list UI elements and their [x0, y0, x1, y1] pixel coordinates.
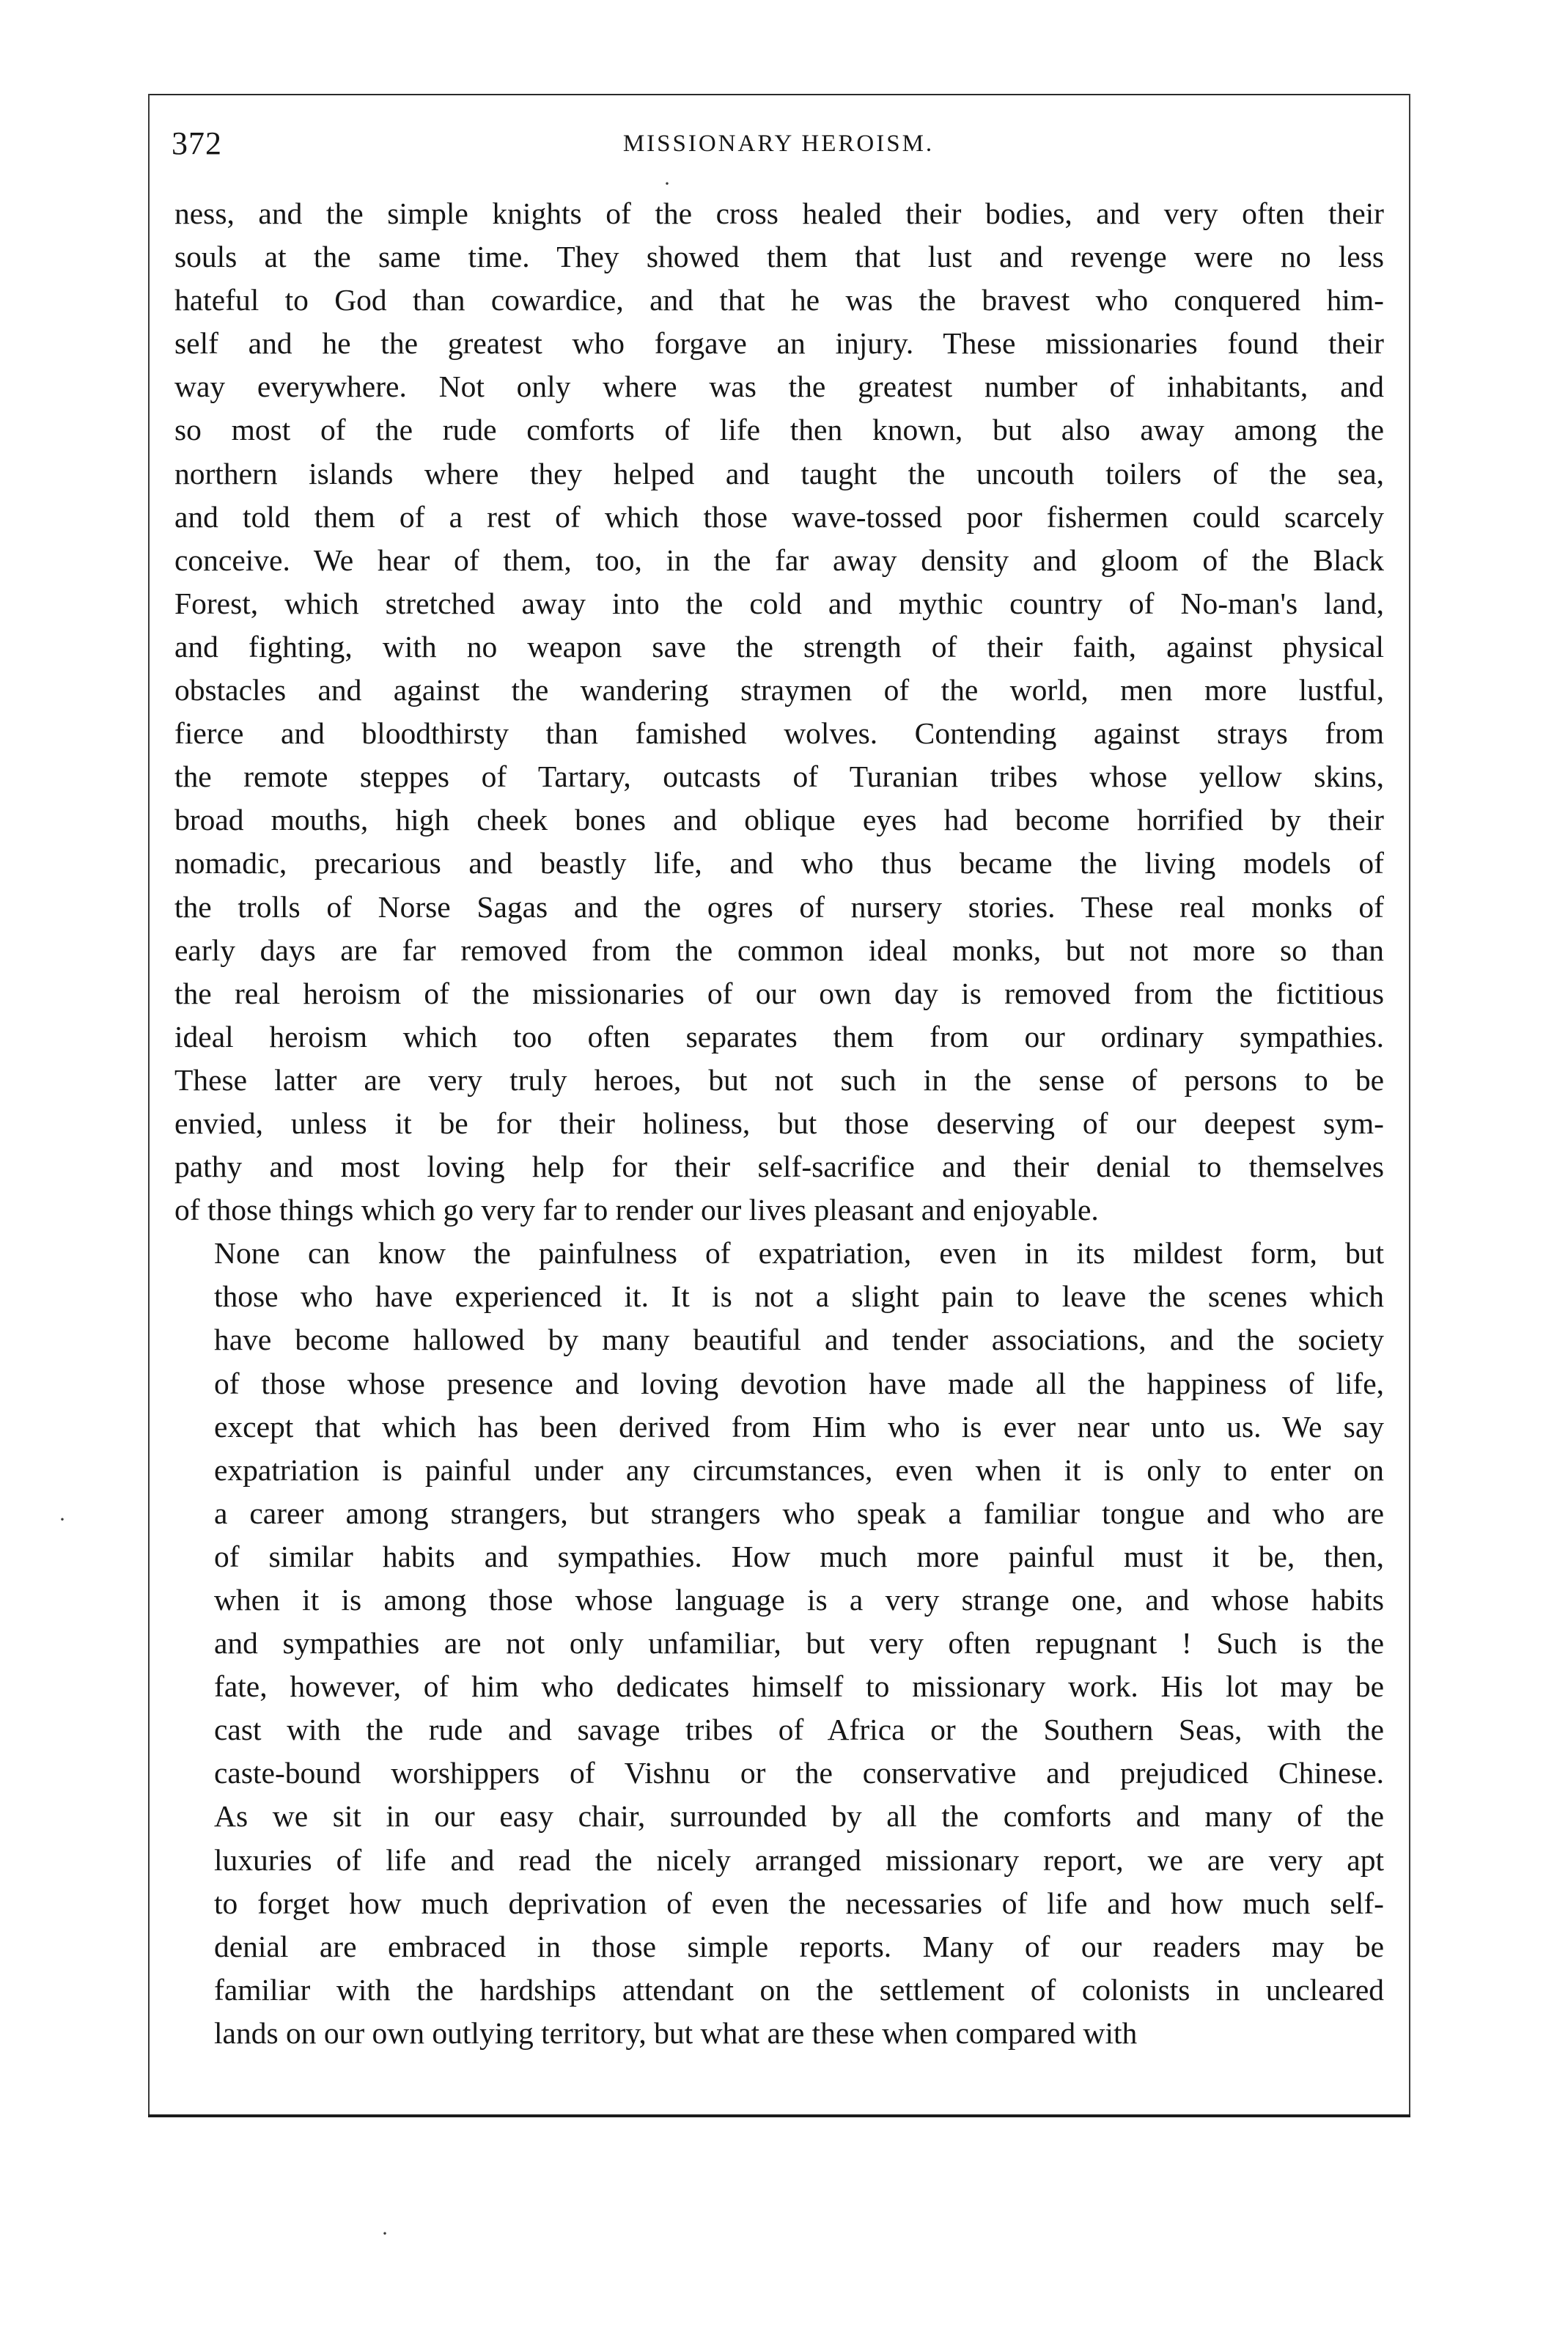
text-line: lands on our own outlying territory, but what are these when compared with [214, 2015, 1138, 2050]
text-line: and sympathies are not only unfamiliar, but very often repugnant ! Such is the [214, 1626, 1384, 1661]
text-line: Forest, which stretched away into the cold and mythic country of No-man's land, [174, 586, 1384, 620]
text-line: caste-bound worshippers of Vishnu or the conservative and prejudiced Chinese. [214, 1756, 1384, 1790]
text-line: luxuries of life and read the nicely arranged missionary report, we are very apt [214, 1842, 1384, 1877]
page-border-bottom [148, 2114, 1410, 2117]
text-line: conceive. We hear of them, too, in the far away density and gloom of the Black [174, 543, 1384, 577]
text-line: ness, and the simple knights of the cross healed their bodies, and very often their [174, 196, 1384, 230]
text-line: obstacles and against the wandering straymen of the world, men more lustful, [174, 673, 1384, 707]
text-line: self and he the greatest who forgave an injury. These missionaries found their [174, 326, 1384, 361]
print-speck: · [663, 172, 671, 196]
paragraph-2 [174, 1232, 1384, 2055]
text-line: way everywhere. Not only where was the greatest number of inhabitants, and [174, 370, 1384, 404]
page-border-top [148, 94, 1410, 95]
text-line: the real heroism of the missionaries of our own day is removed from the fictitious [174, 976, 1384, 1010]
text-line: envied, unless it be for their holiness, but those deserving of our deepest sym- [174, 1106, 1384, 1140]
text-line: cast with the rude and savage tribes of Africa or the Southern Seas, with the [214, 1713, 1384, 1747]
print-speck: · [381, 2221, 389, 2246]
running-head [172, 125, 1385, 169]
text-line: hateful to God than cowardice, and that he was the bravest who conquered him- [174, 283, 1384, 317]
paragraph-1 [174, 192, 1384, 1232]
text-line: the trolls of Norse Sagas and the ogres of nursery stories. These real monks of [174, 889, 1384, 924]
text-line: fierce and bloodthirsty than famished wolves. Contending against strays from [174, 716, 1384, 751]
text-line: pathy and most loving help for their self-sacrifice and their denial to themselves [174, 1150, 1384, 1184]
text-line: and fighting, with no weapon save the strength of their faith, against physical [174, 629, 1384, 663]
text-line: of those whose presence and loving devotion have made all the happiness of life, [214, 1366, 1384, 1400]
text-line: nomadic, precarious and beastly life, and who thus became the living models of [174, 846, 1384, 881]
text-line: ideal heroism which too often separates them from our ordinary sympathies. [174, 1019, 1384, 1054]
print-speck: · [59, 1507, 66, 1532]
text-line: those who have experienced it. It is not a slight pain to leave the scenes which [214, 1279, 1384, 1314]
text-line: and told them of a rest of which those wave-tossed poor fishermen could scarcely [174, 499, 1384, 534]
text-line: These latter are very truly heroes, but not such in the sense of persons to be [174, 1062, 1384, 1097]
text-line: so most of the rude comforts of life then known, but also away among the [174, 413, 1384, 447]
text-line: northern islands where they helped and taught the uncouth toilers of the sea, [174, 456, 1384, 490]
text-line: As we sit in our easy chair, surrounded by all the comforts and many of the [214, 1799, 1384, 1834]
text-line: the remote steppes of Tartary, outcasts of Turanian tribes whose yellow skins, [174, 760, 1384, 794]
text-line: souls at the same time. They showed them that lust and revenge were no less [174, 240, 1384, 274]
text-line: have become hallowed by many beautiful and tender associations, and the society [214, 1323, 1384, 1357]
running-title: MISSIONARY HEROISM. [622, 130, 935, 157]
text-line: to forget how much deprivation of even the necessaries of life and how much self- [214, 1886, 1384, 1920]
text-line: except that which has been derived from Him who is ever near unto us. We say [214, 1409, 1384, 1444]
text-line: familiar with the hardships attendant on the settlement of colonists in uncleared [214, 1972, 1384, 2007]
text-line: broad mouths, high cheek bones and oblique eyes had become horrified by their [174, 803, 1384, 837]
text-line: early days are far removed from the common ideal monks, but not more so than [174, 933, 1384, 967]
text-line: of those things which go very far to render our lives pleasant and enjoyable. [174, 1193, 1099, 1227]
page-number: 372 [172, 125, 222, 161]
text-line: denial are embraced in those simple reports. Many of our readers may be [214, 1929, 1384, 1963]
text-line: expatriation is painful under any circumstances, even when it is only to enter on [214, 1452, 1384, 1487]
text-line: None can know the painfulness of expatriation, even in its mildest form, but [214, 1236, 1384, 1271]
page-border-right [1409, 94, 1410, 2117]
text-line: of similar habits and sympathies. How much more painful must it be, then, [214, 1539, 1384, 1573]
text-line: when it is among those whose language is a very strange one, and whose habits [214, 1583, 1384, 1617]
page-border-left [148, 94, 150, 2117]
text-line: a career among strangers, but strangers who speak a familiar tongue and who are [214, 1496, 1384, 1530]
body-text [174, 192, 1384, 2055]
text-line: fate, however, of him who dedicates himself to missionary work. His lot may be [214, 1669, 1384, 1704]
